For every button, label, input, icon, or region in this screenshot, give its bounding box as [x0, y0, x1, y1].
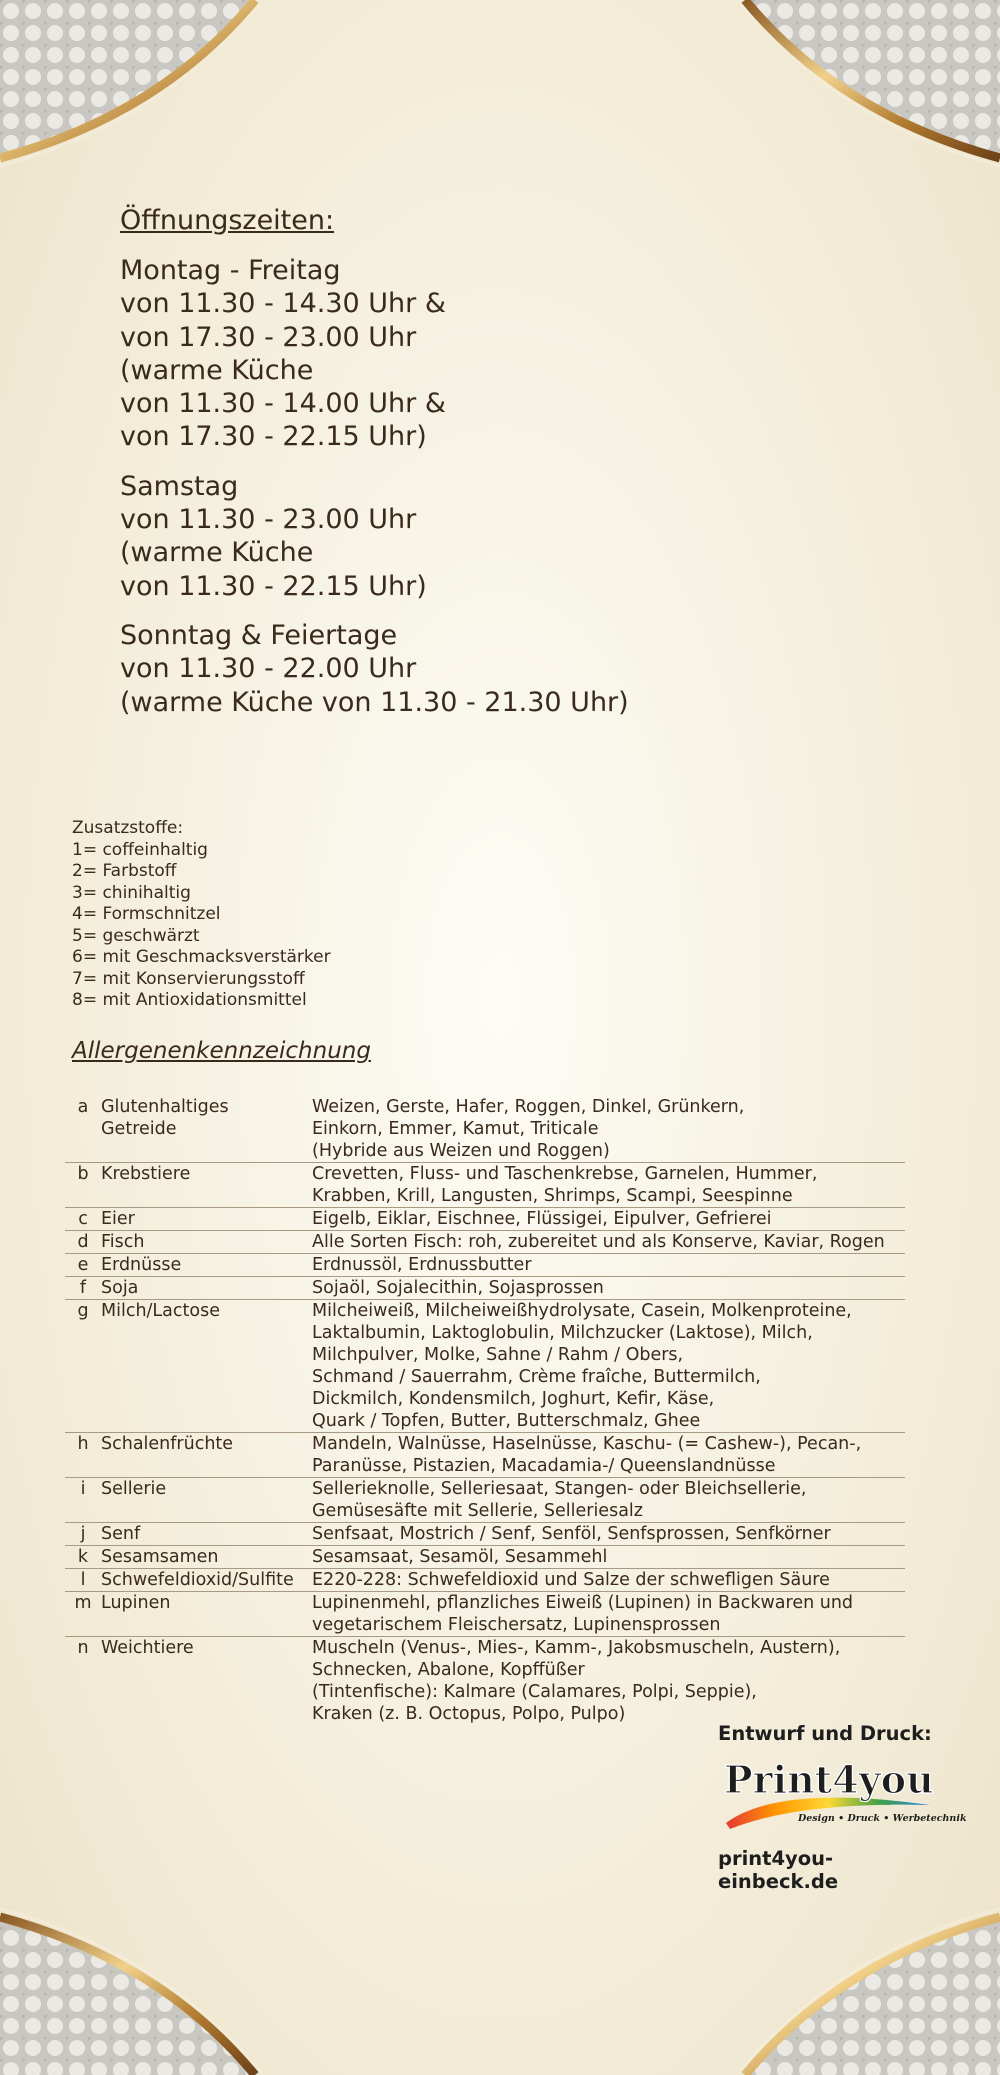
additive-item: 7= mit Konservierungsstoff — [72, 968, 305, 989]
allergen-item-line: (Hybride aus Weizen und Roggen) — [312, 1141, 610, 1161]
allergen-item-line: Quark / Topfen, Butter, Butterschmalz, Ghee — [312, 1411, 701, 1431]
allergen-items — [312, 1433, 905, 1478]
allergen-name — [101, 1592, 312, 1637]
allergen-item-line: Crevetten, Fluss- und Taschenkrebse, Garnelen, Hummer, — [312, 1164, 818, 1184]
hours-line: von 11.30 - 22.00 Uhr — [120, 653, 417, 685]
allergen-item-line: Krabben, Krill, Langusten, Shrimps, Scampi, Seespinne — [312, 1186, 793, 1206]
additives-title: Zusatzstoffe: — [72, 818, 184, 838]
allergen-item-line: Laktalbumin, Laktoglobulin, Milchzucker (Laktose), Milch, — [312, 1323, 813, 1343]
allergen-item-line: Muscheln (Venus-, Mies-, Kamm-, Jakobsmuscheln, Austern), — [312, 1638, 841, 1658]
allergen-row — [65, 1300, 905, 1433]
hours-block-weekdays — [120, 254, 820, 454]
allergen-letter: j — [65, 1523, 101, 1546]
allergen-title: Allergenenkennzeichnung — [72, 1038, 371, 1064]
allergen-items — [312, 1478, 905, 1523]
opening-hours-section — [120, 205, 820, 735]
allergen-item-line: Schnecken, Abalone, Kopffüßer — [312, 1660, 585, 1680]
allergen-items — [312, 1523, 905, 1546]
allergen-row — [65, 1231, 905, 1254]
allergen-letter: b — [65, 1163, 101, 1208]
allergen-item-line: Sellerieknolle, Selleriesaat, Stangen- oder Bleichsellerie, — [312, 1479, 807, 1499]
allergen-letter: n — [77, 1638, 89, 1658]
allergen-row — [65, 1277, 905, 1300]
allergen-name-line: Schwefeldioxid/Sulfite — [101, 1570, 294, 1590]
allergen-item-line: Erdnussöl, Erdnussbutter — [312, 1255, 532, 1275]
allergen-name-line: Eier — [101, 1209, 135, 1229]
allergen-row — [65, 1254, 905, 1277]
additive-item: 5= geschwärzt — [72, 925, 200, 946]
allergen-items — [312, 1096, 905, 1163]
allergen-item-line: E220-228: Schwefeldioxid und Salze der schwefligen Säure — [312, 1570, 830, 1590]
allergen-name-line: Glutenhaltiges — [101, 1097, 229, 1117]
allergen-name-line: Fisch — [101, 1232, 145, 1252]
hours-line: (warme Küche — [120, 537, 314, 569]
allergen-name — [101, 1569, 312, 1592]
hours-line: von 17.30 - 22.15 Uhr) — [120, 421, 427, 453]
allergen-letter: a — [65, 1096, 101, 1163]
additive-item: 1= coffeinhaltig — [72, 839, 208, 860]
print4you-logo — [720, 1757, 967, 1839]
hours-line: von 11.30 - 14.00 Uhr & — [120, 388, 446, 420]
corner-ornament-top-right — [730, 0, 1000, 170]
allergen-items — [312, 1300, 905, 1433]
allergen-item-line: Milcheiweiß, Milcheiweißhydrolysate, Casein, Molkenproteine, — [312, 1301, 852, 1321]
allergen-row — [65, 1592, 905, 1637]
hours-line: von 11.30 - 22.15 Uhr) — [120, 570, 427, 602]
allergen-name-line: Sesamsamen — [101, 1547, 219, 1567]
additives-section — [72, 818, 331, 1012]
allergen-letter: h — [65, 1433, 101, 1478]
allergen-row — [65, 1637, 905, 1726]
allergen-letter: g — [65, 1300, 101, 1433]
allergen-item-line: Milchpulver, Molke, Sahne / Rahm / Obers, — [312, 1345, 684, 1365]
allergen-items — [312, 1277, 905, 1300]
corner-ornament-bottom-right — [730, 1905, 1000, 2075]
hours-line: (warme Küche von 11.30 - 21.30 Uhr) — [120, 686, 629, 718]
hours-line: von 17.30 - 23.00 Uhr — [120, 321, 417, 353]
allergen-item-line: Paranüsse, Pistazien, Macadamia-/ Queenslandnüsse — [312, 1456, 776, 1476]
hours-line: (warme Küche — [120, 354, 314, 386]
logo-text: Print4you — [724, 1757, 934, 1802]
allergen-items — [312, 1254, 905, 1277]
allergen-name — [101, 1637, 312, 1726]
hours-line: von 11.30 - 23.00 Uhr — [120, 504, 417, 536]
allergen-item-line: Gemüsesäfte mit Sellerie, Selleriesalz — [312, 1501, 643, 1521]
allergen-row — [65, 1208, 905, 1231]
allergen-item-line: (Tintenfische): Kalmare (Calamares, Polpi, Seppie), — [312, 1682, 757, 1702]
allergen-name-line: Schalenfrüchte — [101, 1434, 234, 1454]
hours-line: Montag - Freitag — [120, 255, 341, 286]
allergen-item-line: Schmand / Sauerrahm, Crème fraîche, Buttermilch, — [312, 1367, 761, 1387]
allergen-items — [312, 1569, 905, 1592]
allergen-row — [65, 1478, 905, 1523]
allergen-name-line: Senf — [101, 1524, 141, 1544]
allergen-name-line: Sellerie — [101, 1479, 167, 1499]
additive-item: 3= chinihaltig — [72, 882, 191, 903]
allergen-item-line: Sesamsaat, Sesamöl, Sesammehl — [312, 1547, 608, 1567]
allergen-letter: m — [65, 1592, 101, 1637]
allergen-item-line: Lupinenmehl, pflanzliches Eiweiß (Lupinen) in Backwaren und — [312, 1593, 854, 1613]
allergen-item-line: Senfsaat, Mostrich / Senf, Senföl, Senfsprossen, Senfkörner — [312, 1524, 831, 1544]
allergen-row — [65, 1569, 905, 1592]
allergen-letter: k — [65, 1546, 101, 1569]
opening-hours-title: Öffnungszeiten: — [120, 205, 335, 236]
allergen-name — [101, 1231, 312, 1254]
additive-item: 2= Farbstoff — [72, 861, 177, 881]
allergen-name — [101, 1300, 312, 1433]
hours-block-sunday-holidays — [120, 619, 820, 719]
print-credit — [718, 1722, 967, 1893]
allergen-item-line: vegetarischem Fleischersatz, Lupinensprossen — [312, 1615, 721, 1635]
allergen-name — [101, 1433, 312, 1478]
allergen-items — [312, 1163, 905, 1208]
allergen-name-line: Soja — [101, 1278, 139, 1298]
logo-tagline: Design • Druck • Werbetechnik — [798, 1813, 967, 1824]
allergen-table — [65, 1096, 905, 1725]
allergen-row — [65, 1523, 905, 1546]
allergen-letter: c — [65, 1208, 101, 1231]
allergen-name — [101, 1478, 312, 1523]
allergen-name — [101, 1277, 312, 1300]
allergen-name — [101, 1163, 312, 1208]
allergen-item-line: Kraken (z. B. Octopus, Polpo, Pulpo) — [312, 1704, 626, 1724]
allergen-items — [312, 1231, 905, 1254]
credit-label: Entwurf und Druck: — [718, 1722, 932, 1745]
allergen-letter: e — [65, 1254, 101, 1277]
allergen-name-line: Lupinen — [101, 1593, 171, 1613]
corner-ornament-bottom-left — [0, 1905, 270, 2075]
hours-block-saturday — [120, 470, 820, 603]
allergen-row — [65, 1546, 905, 1569]
allergen-letter: l — [65, 1569, 101, 1592]
allergen-name-line: Milch/Lactose — [101, 1301, 220, 1321]
allergen-item-line: Einkorn, Emmer, Kamut, Triticale — [312, 1119, 599, 1139]
allergen-name-line: Krebstiere — [101, 1164, 191, 1184]
allergen-row — [65, 1433, 905, 1478]
corner-ornament-top-left — [0, 0, 270, 170]
allergen-name — [101, 1096, 312, 1163]
allergen-letter: i — [65, 1478, 101, 1523]
allergen-name — [101, 1523, 312, 1546]
allergen-name-line: Weichtiere — [101, 1638, 194, 1658]
hours-line: Sonntag & Feiertage — [120, 619, 398, 651]
allergen-item-line: Eigelb, Eiklar, Eischnee, Flüssigei, Eipulver, Gefrierei — [312, 1209, 772, 1229]
allergen-item-line: Dickmilch, Kondensmilch, Joghurt, Kefir, Käse, — [312, 1389, 715, 1409]
allergen-item-line: Alle Sorten Fisch: roh, zubereitet und als Konserve, Kaviar, Rogen — [312, 1232, 885, 1252]
allergen-name-line: Erdnüsse — [101, 1255, 182, 1275]
additive-item: 6= mit Geschmacksverstärker — [72, 947, 331, 967]
allergen-item-line: Sojaöl, Sojalecithin, Sojasprossen — [312, 1278, 604, 1298]
allergen-row — [65, 1163, 905, 1208]
hours-line: von 11.30 - 14.30 Uhr & — [120, 288, 446, 320]
allergen-letter: f — [65, 1277, 101, 1300]
allergen-name — [101, 1546, 312, 1569]
allergen-item-line: Mandeln, Walnüsse, Haselnüsse, Kaschu- (= Cashew-), Pecan-, — [312, 1434, 862, 1454]
additive-item: 4= Formschnitzel — [72, 904, 221, 924]
hours-line: Samstag — [120, 470, 239, 502]
allergen-items — [312, 1637, 905, 1726]
allergen-letter: d — [65, 1231, 101, 1254]
allergen-name — [101, 1254, 312, 1277]
allergen-items — [312, 1546, 905, 1569]
allergen-items — [312, 1208, 905, 1231]
allergen-item-line: Weizen, Gerste, Hafer, Roggen, Dinkel, Grünkern, — [312, 1097, 745, 1117]
additive-item: 8= mit Antioxidationsmittel — [72, 990, 307, 1010]
allergen-items — [312, 1592, 905, 1637]
allergen-name-line: Getreide — [101, 1119, 177, 1139]
credit-url: print4you-einbeck.de — [718, 1847, 839, 1893]
allergen-row — [65, 1096, 905, 1163]
allergen-name — [101, 1208, 312, 1231]
